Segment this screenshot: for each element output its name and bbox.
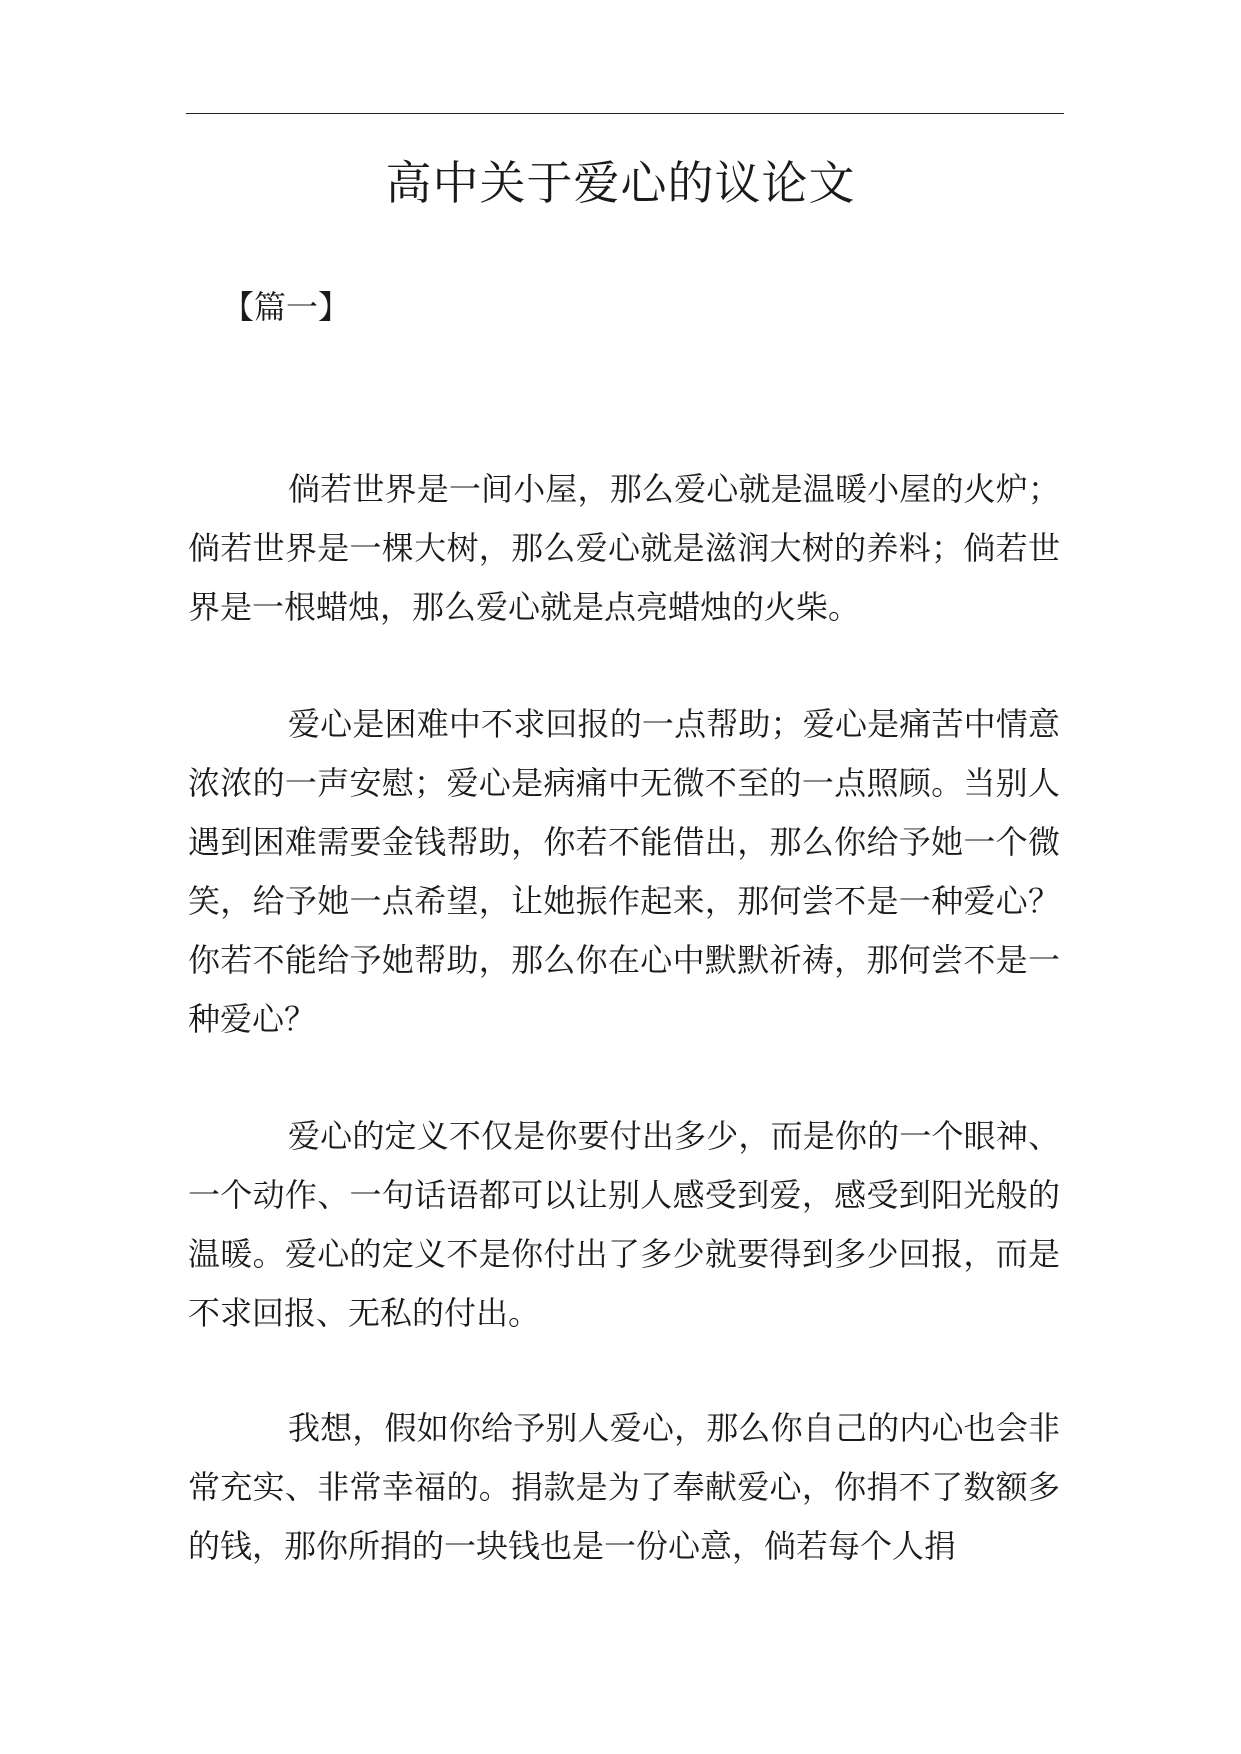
paragraph-4: 我想，假如你给予别人爱心，那么你自己的内心也会非常充实、非常幸福的。捐款是为了奉献爱心，你捐不了数额多的钱，那你所捐的一块钱也是一份心意，倘若每个人捐 xyxy=(188,1409,1060,1565)
paragraph-2: 爱心是困难中不求回报的一点帮助；爱心是痛苦中情意浓浓的一声安慰；爱心是病痛中无微不至的一点照顾。当别人遇到困难需要金钱帮助，你若不能借出，那么你给予她一个微笑，给予她一点希望，让她振作起来，那何尝不是一种爱心？你若不能给予她帮助，那么你在心中默默祈祷，那何尝不是一种爱心？ xyxy=(188,705,1060,1038)
header-rule xyxy=(186,113,1064,114)
paragraph-3: 爱心的定义不仅是你要付出多少，而是你的一个眼神、一个动作、一句话语都可以让别人感受到爱，感受到阳光般的温暖。爱心的定义不是你付出了多少就要得到多少回报，而是不求回报、无私的付出。 xyxy=(188,1117,1060,1332)
paragraph-1: 倘若世界是一间小屋，那么爱心就是温暖小屋的火炉；倘若世界是一棵大树，那么爱心就是滋润大树的养料；倘若世界是一根蜡烛，那么爱心就是点亮蜡烛的火柴。 xyxy=(188,470,1060,626)
document-title: 高中关于爱心的议论文 xyxy=(385,156,856,210)
section-label: 【篇一】 xyxy=(222,288,351,326)
